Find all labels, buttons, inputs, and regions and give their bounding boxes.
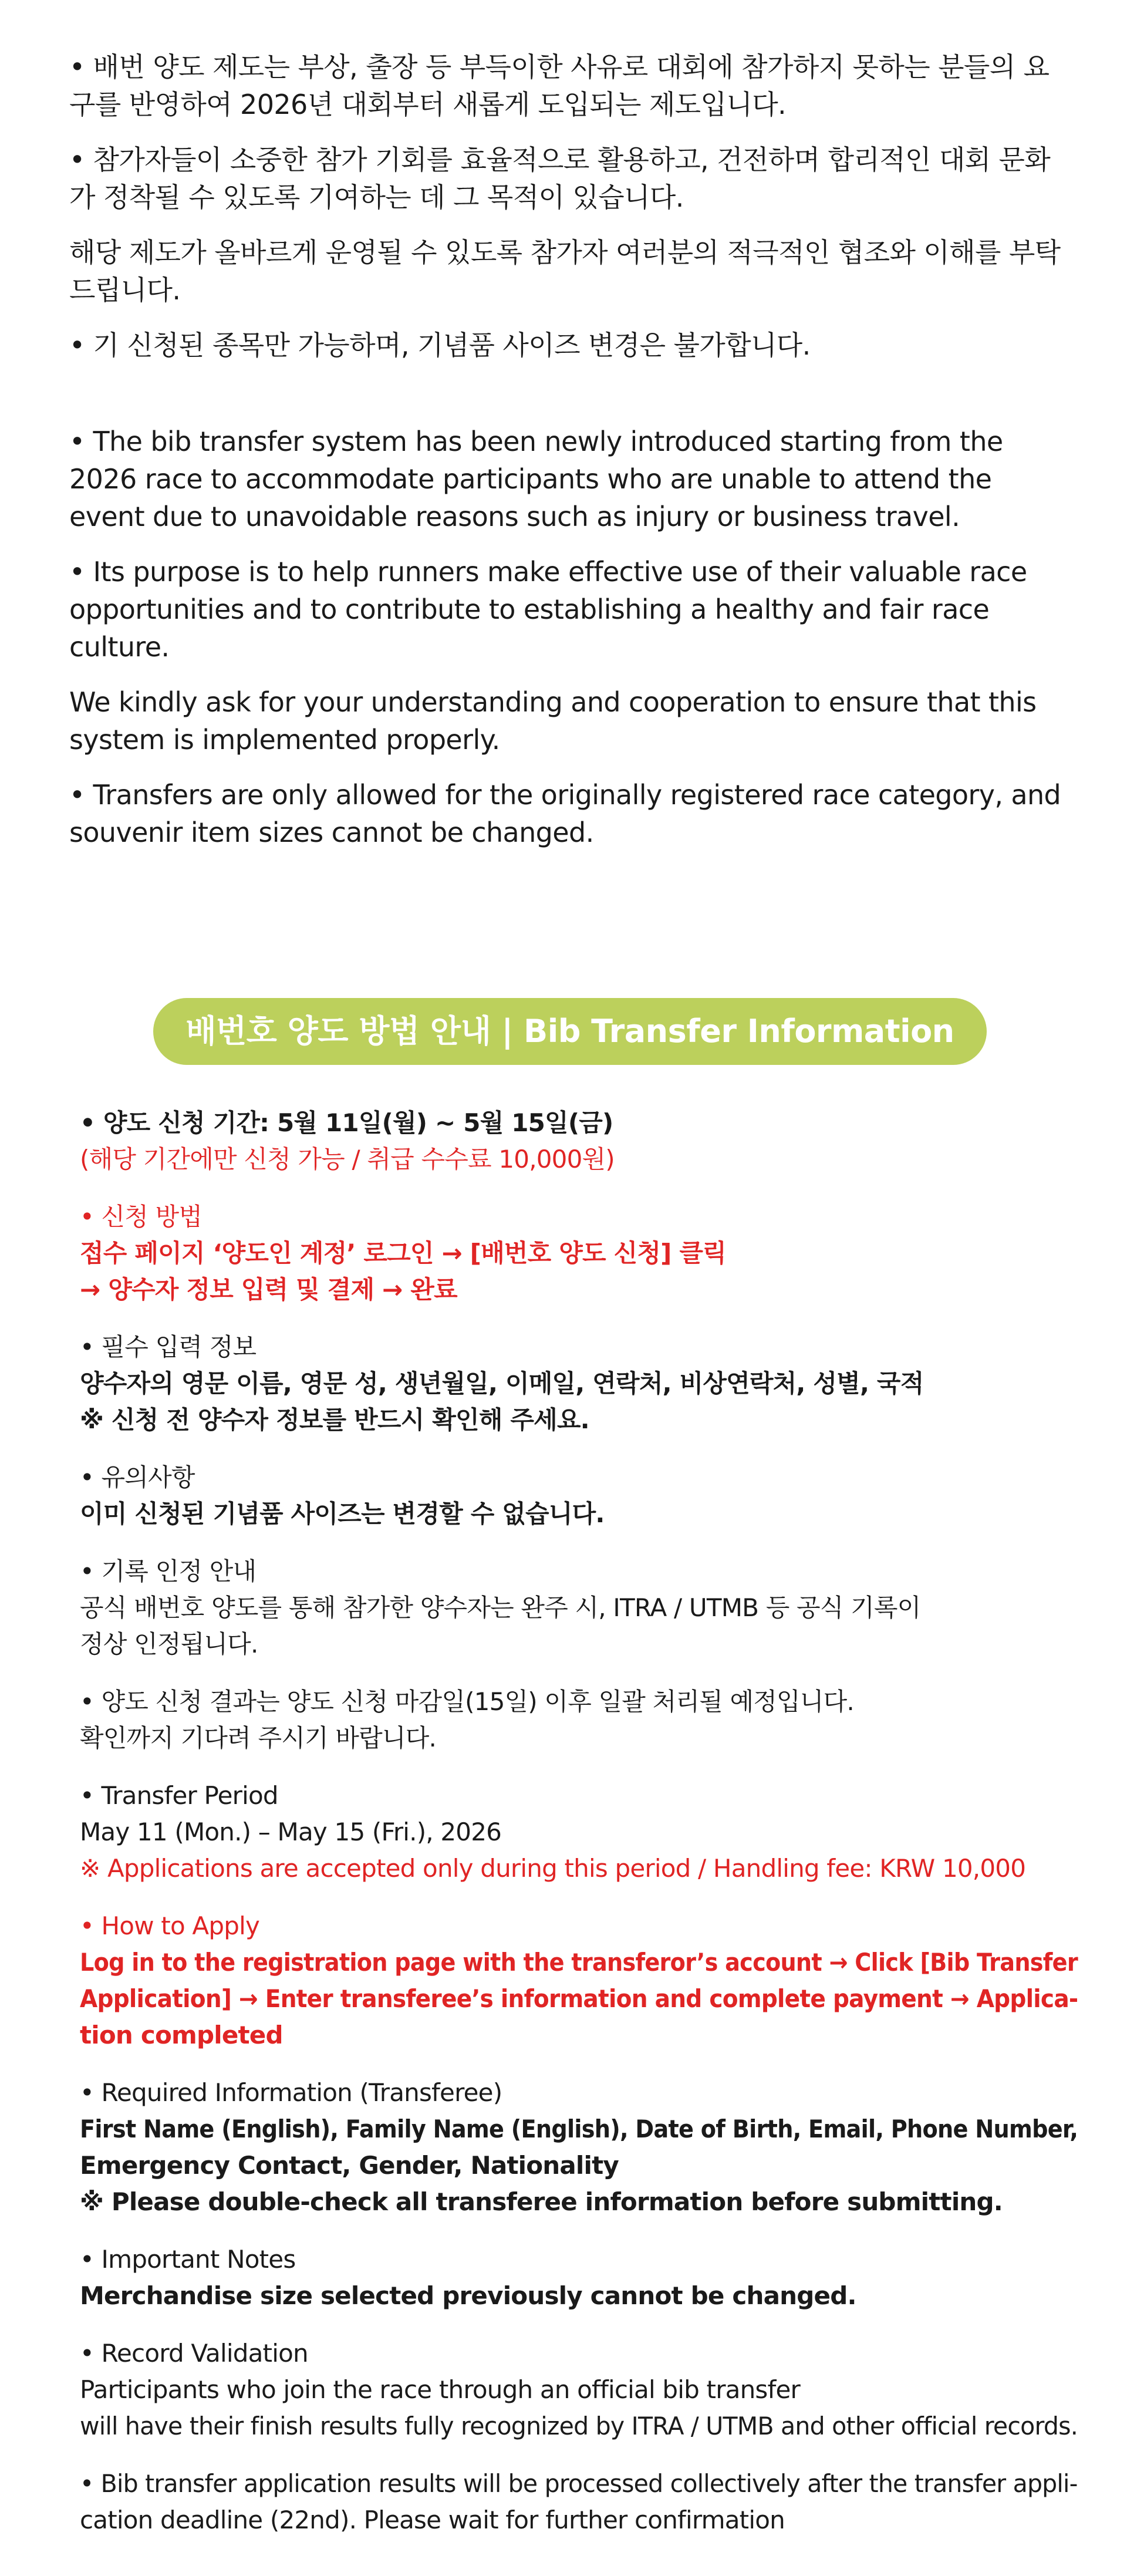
ko-result-line-1: • 양도 신청 결과는 양도 신청 마감일(15일) 이후 일괄 처리될 예정입니다. xyxy=(80,1687,854,1716)
en-notes-line-1: Merchandise size selected previously cannot be changed. xyxy=(80,2281,856,2310)
ko-record-label: • 기록 인정 안내 xyxy=(80,1557,257,1586)
ko-method-label: • 신청 방법 xyxy=(80,1202,203,1231)
ko-required-line-1: 양수자의 영문 이름, 영문 성, 생년월일, 이메일, 연락처, 비상연락처, 성별, 국적 xyxy=(80,1369,924,1398)
ko-record-line-2: 정상 인정됩니다. xyxy=(80,1630,258,1658)
ko-period-block xyxy=(80,1105,1066,1178)
intro-section xyxy=(69,48,1067,869)
ko-required-block xyxy=(80,1329,1066,1438)
en-required-line-3: ※ Please double-check all transferee information before submitting. xyxy=(80,2187,1003,2216)
en-notes-label: • Important Notes xyxy=(80,2245,296,2274)
en-record-line-2: will have their finish results fully recognized by ITRA / UTMB and other official records. xyxy=(80,2412,1078,2440)
en-required-block xyxy=(80,2075,1078,2220)
en-result-block xyxy=(80,2466,1078,2538)
intro-ko-paragraph-2: • 참가자들이 소중한 참가 기회를 효율적으로 활용하고, 건전하며 합리적인 대회 문화가 정착될 수 있도록 기여하는 데 그 목적이 있습니다. xyxy=(69,144,1051,213)
ko-period-note: (해당 기간에만 신청 가능 / 취급 수수료 10,000원) xyxy=(80,1145,615,1174)
intro-en-paragraph-3: We kindly ask for your understanding and cooperation to ensure that this system is implemented properly. xyxy=(69,686,1037,756)
en-result-line-2: cation deadline (22nd). Please wait for further confirmation xyxy=(80,2506,785,2534)
transfer-details xyxy=(80,1105,1078,2560)
bib-transfer-heading: 배번호 양도 방법 안내 | Bib Transfer Information xyxy=(153,998,987,1065)
intro-ko-paragraph-1: • 배번 양도 제도는 부상, 출장 등 부득이한 사유로 대회에 참가하지 못하는 분들의 요구를 반영하여 2026년 대회부터 새롭게 도입되는 제도입니다. xyxy=(69,51,1050,120)
en-method-line-3: tion completed xyxy=(80,2021,283,2049)
ko-result-line-2: 확인까지 기다려 주시기 바랍니다. xyxy=(80,1724,437,1752)
en-record-label: • Record Validation xyxy=(80,2339,308,2368)
ko-required-label: • 필수 입력 정보 xyxy=(80,1333,257,1361)
ko-method-line-1: 접수 페이지 ‘양도인 계정’ 로그인 → [배번호 양도 신청] 클릭 xyxy=(80,1239,726,1267)
en-period-note: ※ Applications are accepted only during this period / Handling fee: KRW 10,000 xyxy=(80,1854,1026,1883)
en-method-label: • How to Apply xyxy=(80,1911,259,1940)
en-record-line-1: Participants who join the race through an official bib transfer xyxy=(80,2375,800,2404)
en-period-line-1: May 11 (Mon.) – May 15 (Fri.), 2026 xyxy=(80,1818,502,1846)
en-required-line-1: First Name (English), Family Name (English), Date of Birth, Email, Phone Number, xyxy=(80,2115,1078,2143)
en-required-label: • Required Information (Transferee) xyxy=(80,2078,502,2107)
intro-en-paragraph-1: • The bib transfer system has been newly introduced starting from the 2026 race to accommodate participants who are unable to attend the event due to unavoidable reasons such as injury or business travel. xyxy=(69,426,1003,532)
ko-period-label: • 양도 신청 기간: 5월 11일(월) ~ 5월 15일(금) xyxy=(80,1108,613,1137)
ko-method-block xyxy=(80,1199,1066,1308)
en-notes-block xyxy=(80,2241,1066,2314)
en-period-block xyxy=(80,1778,1066,1887)
en-method-block xyxy=(80,1908,1078,2054)
ko-record-block xyxy=(80,1553,1066,1663)
ko-notes-label: • 유의사항 xyxy=(80,1463,195,1492)
ko-notes-line-1: 이미 신청된 기념품 사이즈는 변경할 수 없습니다. xyxy=(80,1499,605,1528)
en-result-line-1: • Bib transfer application results will be processed collectively after the transfer appli- xyxy=(80,2469,1078,2498)
intro-ko-paragraph-3: 해당 제도가 올바르게 운영될 수 있도록 참가자 여러분의 적극적인 협조와 이해를 부탁드립니다. xyxy=(69,237,1061,306)
ko-record-line-1: 공식 배번호 양도를 통해 참가한 양수자는 완주 시, ITRA / UTMB 등 공식 기록이 xyxy=(80,1593,921,1622)
ko-method-line-2: → 양수자 정보 입력 및 결제 → 완료 xyxy=(80,1275,457,1304)
en-method-line-1: Log in to the registration page with the transferor’s account → Click [Bib Transfer xyxy=(80,1948,1078,1977)
ko-result-block xyxy=(80,1684,1066,1756)
intro-en-paragraph-4: • Transfers are only allowed for the originally registered race category, and souvenir item sizes cannot be changed. xyxy=(69,779,1061,848)
intro-ko-paragraph-4: • 기 신청된 종목만 가능하며, 기념품 사이즈 변경은 불가합니다. xyxy=(69,329,811,361)
ko-required-line-2: ※ 신청 전 양수자 정보를 반드시 확인해 주세요. xyxy=(80,1405,589,1434)
ko-notes-block xyxy=(80,1459,1066,1532)
en-record-block xyxy=(80,2335,1078,2444)
intro-en-paragraph-2: • Its purpose is to help runners make effective use of their valuable race opportunities and to contribute to establishing a healthy and fair race culture. xyxy=(69,556,1027,663)
en-required-line-2: Emergency Contact, Gender, Nationality xyxy=(80,2151,619,2180)
en-period-label: • Transfer Period xyxy=(80,1781,278,1810)
en-method-line-2: Application] → Enter transferee’s information and complete payment → Applica- xyxy=(80,1984,1078,2013)
